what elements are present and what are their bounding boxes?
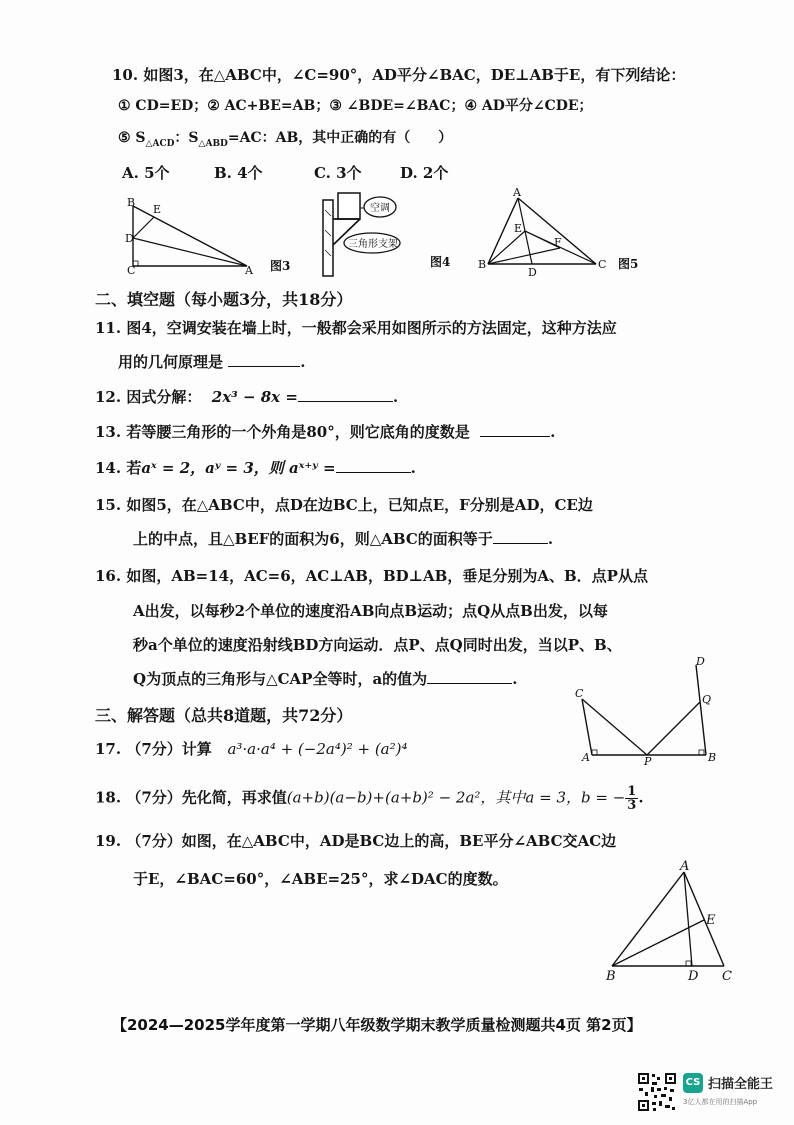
q16-line1: 16. 如图，AB=14，AC=6，AC⊥AB，BD⊥AB，垂足分别为A、B．点P从点 xyxy=(95,567,648,585)
fig19-label-c: C xyxy=(722,969,732,984)
fig3-label-c: C xyxy=(127,264,136,277)
q16-line4: Q为顶点的三角形与△CAP全等时，a的值为 . xyxy=(133,670,518,688)
q10-line2: ① CD=ED；② AC+BE=AB；③ ∠BDE=∠BAC；④ AD平分∠CDE； xyxy=(118,98,593,114)
fig3-caption: 图3 xyxy=(270,259,291,273)
q12-answer-blank[interactable] xyxy=(298,401,393,402)
q11-answer-blank[interactable] xyxy=(228,366,300,367)
fig3-label-a: A xyxy=(245,264,253,277)
fig5-label-c: C xyxy=(598,258,607,271)
fig16-label-p: P xyxy=(644,755,652,768)
q10-option-c: C. 3个 xyxy=(314,164,362,182)
fig3-label-d: D xyxy=(125,232,134,245)
fig3-label-b: B xyxy=(127,196,136,209)
figure-4 xyxy=(320,190,465,280)
section2-title: 二、填空题（每小题3分，共18分） xyxy=(95,290,353,309)
fig16-label-a: A xyxy=(582,751,590,764)
section3-title: 三、解答题（总共8道题，共72分） xyxy=(95,706,353,725)
camscanner-logo-icon: CS xyxy=(683,1073,703,1093)
q16-line2: A出发，以每秒2个单位的速度沿AB向点B运动；点Q从点B出发，以每 xyxy=(133,602,608,620)
fig16-label-q: Q xyxy=(702,693,712,706)
q10-option-b: B. 4个 xyxy=(214,164,263,182)
fig5-label-b: B xyxy=(478,258,487,271)
fig16-label-d: D xyxy=(696,655,705,668)
q10-option-d: D. 2个 xyxy=(400,164,449,182)
fig5-label-a: A xyxy=(513,186,521,199)
q15-answer-blank[interactable] xyxy=(493,543,548,544)
fig16-label-b: B xyxy=(708,751,717,764)
q10-line3: ⑤ $S_{\triangle ACD}$：$S_{\triangle ABD}=AC$：AB，其中正确的有（ ） xyxy=(118,130,453,149)
q18: 18. （7分）先化简，再求值(a+b)(a−b)+(a+b)² − 2a²，其中a = 3，b = − $\frac{1}{3}$ . xyxy=(95,784,644,813)
figure-3 xyxy=(125,198,295,278)
figure-19 xyxy=(600,859,745,987)
fig16-label-c: C xyxy=(575,687,584,700)
fig4-ac-label: 空调 xyxy=(370,203,390,214)
fig19-label-d: D xyxy=(688,969,699,984)
figure-5 xyxy=(476,188,646,278)
q14-answer-blank[interactable] xyxy=(336,472,411,473)
q14: 14. 若aˣ = 2，aʸ = 3，则 aˣ⁺ʸ = . xyxy=(95,459,416,477)
q19-line2: 于E，∠BAC=60°，∠ABE=25°，求∠DAC的度数。 xyxy=(133,870,508,888)
q18-fraction: $\frac{1}{3}$ xyxy=(627,784,637,813)
fig3-label-e: E xyxy=(153,203,162,216)
fig19-label-b: B xyxy=(606,969,616,984)
fig5-label-e: E xyxy=(514,222,523,235)
qr-code-icon xyxy=(637,1072,677,1112)
q12: 12. 因式分解： 2x³ − 8x = . xyxy=(95,388,399,406)
fig4-caption: 图4 xyxy=(430,255,451,269)
q15-line1: 15. 如图5，在△ABC中，点D在边BC上，已知点E，F分别是AD，CE边 xyxy=(95,496,593,514)
fig5-label-d: D xyxy=(528,266,537,279)
fig19-label-e: E xyxy=(706,913,716,928)
q17: 17. （7分）计算 a³·a·a⁴ + (−2a⁴)² + (a²)⁴ xyxy=(95,740,408,758)
q10-option-a: A. 5个 xyxy=(122,164,170,182)
q16-answer-blank[interactable] xyxy=(427,683,512,684)
q11-line2: 用的几何原理是 . xyxy=(118,353,306,371)
fig5-label-f: F xyxy=(554,236,562,249)
q16-line3: 秒a个单位的速度沿射线BD方向运动．点P、点Q同时出发，当以P、B、 xyxy=(133,636,622,654)
q11-line1: 11. 图4，空调安装在墙上时，一般都会采用如图所示的方法固定，这种方法应 xyxy=(95,319,617,337)
q13: 13. 若等腰三角形的一个外角是80°，则它底角的度数是 . xyxy=(95,423,556,441)
q19-line1: 19. （7分）如图，在△ABC中，AD是BC边上的高，BE平分∠ABC交AC边 xyxy=(95,832,617,850)
camscanner-name: 扫描全能王 xyxy=(708,1077,774,1092)
fig4-bracket-label: 三角形支架 xyxy=(348,239,398,250)
fig5-caption: 图5 xyxy=(618,257,639,271)
q10-line1: 10. 如图3，在△ABC中，∠C=90°，AD平分∠BAC，DE⊥AB于E，有下列结论： xyxy=(112,66,686,84)
q15-line2: 上的中点，且△BEF的面积为6，则△ABC的面积等于 . xyxy=(133,530,554,548)
figure-16 xyxy=(572,655,722,768)
q13-answer-blank[interactable] xyxy=(480,436,550,437)
camscanner-tagline: 3亿人都在用的扫描App xyxy=(683,1098,758,1106)
fig19-label-a: A xyxy=(680,859,690,874)
page-footer: 【2024—2025学年度第一学期八年级数学期末教学质量检测题共4页 第2页】 xyxy=(112,1016,642,1034)
